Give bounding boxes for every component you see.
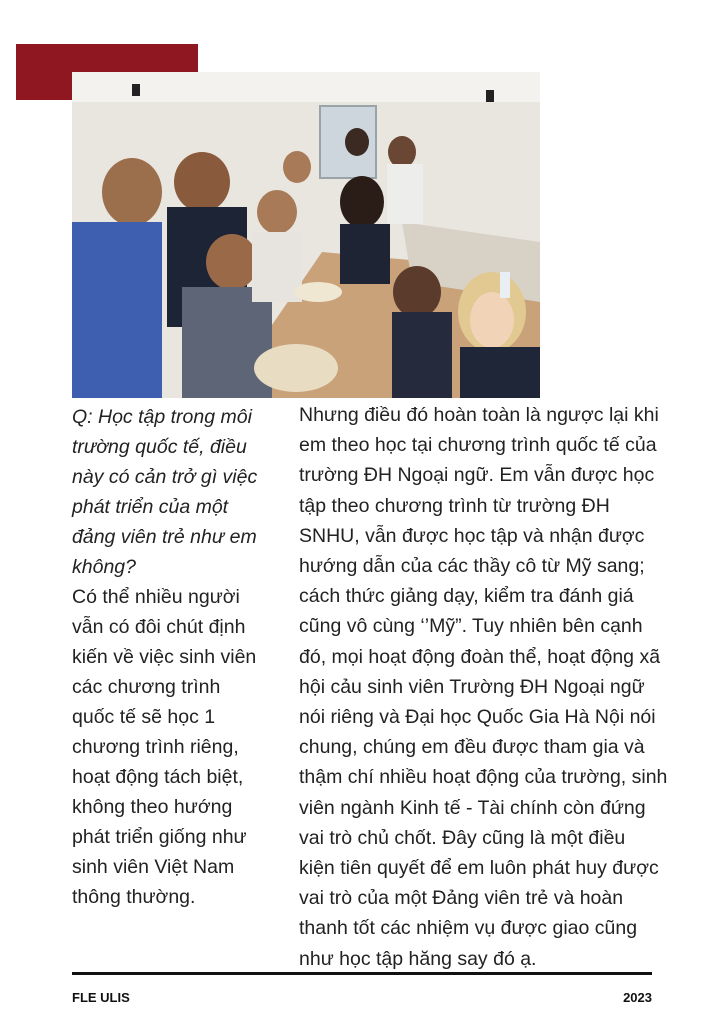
footer-divider (72, 972, 652, 975)
answer-paragraph-left: Có thể nhiều người vẫn có đôi chút định kiến về việc sinh viên các chương trình quốc tế sẽ học 1 chương trình riêng, hoạt động tách biệt, không theo hướng phát triển giống như sinh viên Việt Nam thông thường. (72, 586, 257, 908)
interview-question: Q: Học tập trong môi trường quốc tế, điều này có cản trở gì việc phát triển của một đảng viên trẻ như em không? (72, 406, 258, 578)
group-photo-illustration (72, 72, 540, 398)
footer-year: 2023 (623, 990, 652, 1005)
group-photo (72, 72, 540, 398)
answer-paragraph-right: Nhưng điều đó hoàn toàn là ngược lại khi em theo học tại chương trình quốc tế của trường ĐH Ngoại ngữ. Em vẫn được học tập theo chương trình từ trường ĐH SNHU, vẫn được học tập và nhận được hướng dẫn của các thầy cô từ Mỹ sang; cách thức giảng dạy, kiểm tra đánh giá cũng vô cùng ‘’Mỹ”. Tuy nhiên bên cạnh đó, mọi hoạt động đoàn thể, hoạt động xã hội cảu sinh viên Trường ĐH Ngoại ngữ nói riêng và Đại học Quốc Gia Hà Nội nói chung, chúng em đều được tham gia và thậm chí nhiều hoạt động của trường, sinh viên ngành Kinh tế - Tài chính còn đứng vai trò chủ chốt. Đây cũng là một điều kiện tiên quyết để em luôn phát huy được vai trò của một Đảng viên trẻ và hoàn thanh tốt các nhiệm vụ được giao cũng như học tập hăng say đó ạ. (299, 404, 668, 970)
footer-publisher: FLE ULIS (72, 990, 130, 1005)
